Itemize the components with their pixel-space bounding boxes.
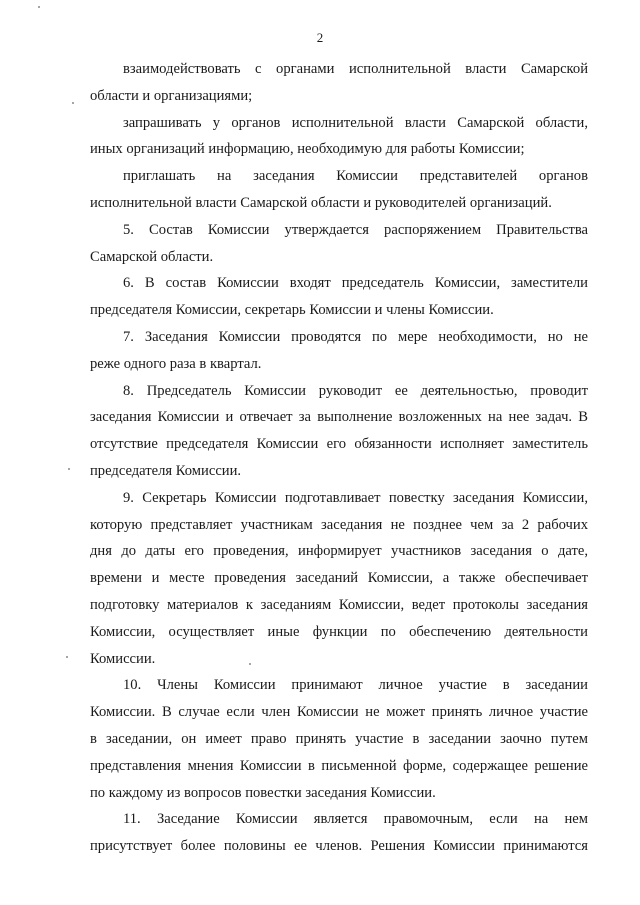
scan-speck [66,656,68,658]
paragraph [90,163,588,217]
scan-speck [249,663,251,665]
text-line: присутствует более половины ее членов. Решения Комиссии принимаются [90,838,588,855]
text-line: области и организациями; [90,87,253,104]
text-line: Комиссии. В случае если член Комиссии не может принять личное участие [90,704,588,721]
text-line: 11. Заседание Комиссии является правомочным, если на нем [123,811,588,828]
text-line: 10. Члены Комиссии принимают личное участие в заседании [123,677,588,694]
text-line: времени и месте проведения заседаний Комиссии, а также обеспечивает [90,570,588,587]
paragraph [90,378,588,485]
text-line: иных организаций информацию, необходимую для работы Комиссии; [90,141,525,158]
text-line: по каждому из вопросов повестки заседания Комиссии. [90,784,436,801]
paragraph [90,110,588,164]
document-body [90,56,588,860]
text-line: дня до даты его проведения, информирует участников заседания о дате, [90,543,588,560]
paragraph [90,806,588,860]
text-line: подготовку материалов к заседаниям Комиссии, ведет протоколы заседания [90,596,588,613]
text-line: Комиссии. [90,650,156,667]
text-line: запрашивать у органов исполнительной власти Самарской области, [123,114,588,131]
text-line: 6. В состав Комиссии входят председатель Комиссии, заместители [123,275,588,292]
text-line: реже одного раза в квартал. [90,355,262,372]
page-number: 2 [316,30,324,45]
text-line: 8. Председатель Комиссии руководит ее деятельностью, проводит [123,382,588,399]
text-line: председателя Комиссии. [90,462,242,479]
paragraph [90,485,588,673]
text-line: отсутствие председателя Комиссии его обязанности исполняет заместитель [90,436,588,453]
text-line: заседания Комиссии и отвечает за выполнение возложенных на нее задач. В [90,409,588,426]
text-line: приглашать на заседания Комиссии представителей органов [123,168,588,185]
text-line: исполнительной власти Самарской области и руководителей организаций. [90,194,552,211]
scan-speck [68,468,70,470]
text-line: председателя Комиссии, секретарь Комиссии и члены Комиссии. [90,302,494,319]
text-line: в заседании, он имеет право принять участие в заседании заочно путем [90,730,588,747]
text-line: Самарской области. [90,248,214,265]
paragraph [90,672,588,806]
text-line: которую представляет участникам заседания не позднее чем за 2 рабочих [90,516,588,533]
scan-speck [72,102,74,104]
paragraph [90,56,588,110]
paragraph [90,270,588,324]
text-line: Комиссии, осуществляет иные функции по обеспечению деятельности [90,623,588,640]
text-line: 7. Заседания Комиссии проводятся по мере необходимости, но не [123,328,588,345]
paragraph [90,217,588,271]
scan-speck [38,6,40,8]
text-line: 9. Секретарь Комиссии подготавливает повестку заседания Комиссии, [123,489,588,506]
paragraph [90,324,588,378]
text-line: взаимодействовать с органами исполнительной власти Самарской [123,61,588,77]
text-line: представления мнения Комиссии в письменной форме, содержащее решение [90,757,588,774]
text-line: 5. Состав Комиссии утверждается распоряжением Правительства [123,221,588,238]
